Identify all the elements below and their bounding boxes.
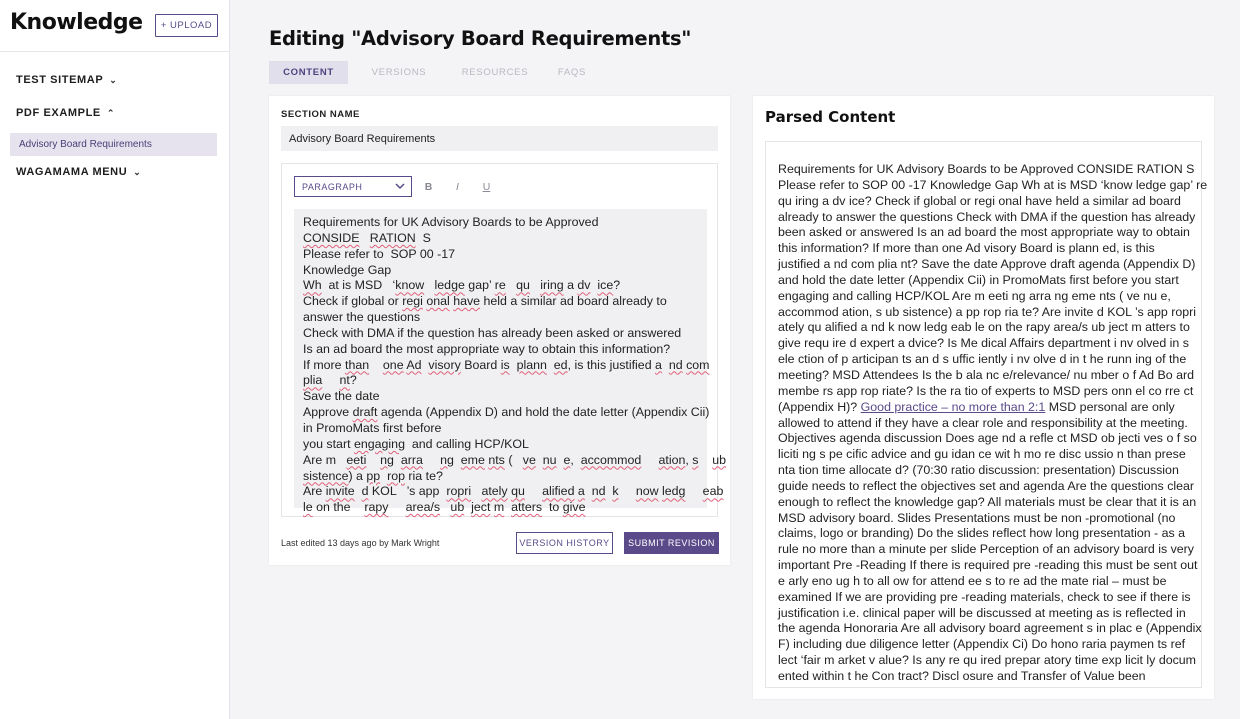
text-segment: , — [685, 452, 693, 467]
misspelled-word: plia — [303, 373, 323, 388]
text-segment: ria te? — [404, 468, 443, 483]
sidebar-item-advisory-board-requirements[interactable]: Advisory Board Requirements — [10, 133, 217, 156]
parsed-line — [778, 463, 1191, 479]
editor-line — [303, 263, 698, 279]
submit-revision-button[interactable]: SUBMIT REVISION — [624, 532, 719, 554]
text-segment — [585, 484, 592, 498]
text-segment: ? — [613, 278, 621, 293]
text-segment: Check with DMA if the question has already been asked or answered — [303, 325, 682, 340]
text-segment — [440, 500, 450, 514]
misspelled-word: Ad — [406, 357, 422, 372]
misspelled-word: ject — [471, 500, 491, 515]
text-segment — [662, 358, 669, 372]
text-segment — [536, 453, 543, 467]
editor-line — [303, 469, 698, 485]
parsed-line — [778, 273, 1191, 289]
editor-line — [303, 278, 698, 294]
text-segment — [641, 453, 658, 467]
text-segment: ( — [504, 452, 523, 467]
misspelled-word: than — [345, 357, 370, 372]
parsed-line — [778, 162, 1195, 178]
misspelled-word: ng — [440, 452, 454, 467]
parsed-line — [778, 241, 1191, 257]
misspelled-word: ub — [450, 500, 465, 515]
parsed-line — [778, 400, 1191, 416]
parsed-line — [778, 653, 1197, 669]
text-segment: answer the questions — [303, 310, 421, 325]
editor-line — [303, 342, 698, 358]
parsed-line — [778, 194, 1191, 210]
misspelled-word: com — [686, 357, 710, 372]
parsed-line — [778, 367, 1195, 384]
text-segment: Please refer to SOP 00 -17 — [303, 246, 455, 261]
text-segment: engaging and calling HCP/KOL Are m eeti ng arra ng eme nts ( ve nu e, — [778, 288, 1171, 303]
editor-toolbar — [294, 176, 501, 197]
sidebar-section-label: TEST SITEMAP — [16, 74, 104, 86]
misspelled-word: one — [382, 357, 404, 372]
text-segment: liciti ng s pe cific advice and gu idan ce wit h mo re disc ussio n than prese — [778, 447, 1186, 462]
misspelled-word: nt — [339, 373, 350, 388]
parsed-line — [778, 416, 1191, 432]
paragraph-style-value: PARAGRAPH — [302, 181, 363, 192]
misspelled-word: qu — [511, 484, 525, 499]
parsed-line — [778, 590, 1191, 606]
text-segment: MSD personal are only — [1045, 399, 1175, 414]
text-segment — [454, 453, 461, 467]
text-segment: this information? If more than one Ad visory Board is plann ed, is this — [778, 241, 1155, 256]
misspelled-word: dv — [577, 278, 591, 293]
text-segment: and calling HCP/KOL — [404, 436, 529, 451]
italic-button[interactable]: I — [456, 180, 459, 193]
misspelled-word: a — [577, 484, 585, 499]
chevron-down-icon — [395, 183, 405, 190]
text-segment: Save the date — [303, 389, 380, 404]
misspelled-word: have — [453, 294, 481, 309]
editor-card — [269, 96, 730, 565]
text-segment — [388, 500, 405, 514]
misspelled-word: now — [635, 484, 659, 499]
sidebar — [0, 0, 230, 719]
misspelled-word: d — [361, 484, 369, 499]
misspelled-word: ledge — [434, 278, 465, 293]
underline-button[interactable]: U — [482, 180, 491, 193]
misspelled-word: rop — [387, 468, 405, 483]
editor-line — [303, 326, 698, 342]
tab-bar — [269, 61, 604, 84]
parsed-line — [778, 209, 1196, 226]
text-segment — [355, 484, 362, 498]
good-practice-link[interactable]: Good practice – no more than 2:1 — [860, 399, 1046, 414]
parsed-line — [778, 494, 1197, 511]
text-segment — [506, 278, 516, 292]
sidebar-section-label: PDF EXAMPLE — [16, 107, 101, 119]
misspelled-word: regi — [402, 294, 423, 309]
bold-button[interactable]: B — [424, 180, 433, 193]
misspelled-word: ation — [658, 452, 686, 467]
text-segment: justified a nd com plia nt? Save the date Approve draft agenda (Appendix D) — [778, 257, 1196, 272]
parsed-line — [778, 320, 1191, 336]
chevron-down-icon: ⌄ — [133, 166, 142, 177]
text-segment: Board — [460, 357, 501, 372]
text-segment: Please refer to SOP 00 -17 Knowledge Gap Wh at is MSD ‘know ledge gap’ re — [778, 177, 1208, 192]
section-name-label: SECTION NAME — [281, 109, 360, 120]
text-segment: S — [415, 230, 431, 245]
editor-line — [303, 452, 727, 469]
text-segment — [530, 278, 540, 292]
misspelled-word: eme — [460, 452, 485, 467]
text-segment: accommod ation, s ub sistence) a pp rop ria te? Are invite d KOL ’s app ropri — [778, 304, 1197, 319]
text-segment: (Appendix H)? — [778, 399, 861, 414]
text-segment: Requirements for UK Advisory Boards to be Approved — [303, 215, 599, 229]
editor-line — [303, 484, 724, 500]
upload-button[interactable]: + UPLOAD — [155, 14, 218, 37]
text-segment: MSD advisory board. Slides Presentations must be non -promotional (no — [778, 510, 1176, 525]
misspelled-word: arra — [400, 452, 423, 467]
text-segment: claims, logo or branding) Do the slides reflect how long presentation - as a — [778, 526, 1186, 541]
misspelled-word: is — [500, 357, 510, 372]
misspelled-word: nts — [488, 452, 505, 467]
text-segment: examined If we are providing pre -reading materials, check to see if there is — [778, 589, 1191, 604]
misspelled-word: invite — [325, 484, 355, 499]
editor-line — [303, 373, 698, 389]
text-segment: in PromoMats first before — [303, 420, 442, 435]
text-segment — [471, 484, 481, 498]
sidebar-section-test-sitemap[interactable] — [16, 74, 117, 86]
misspelled-word: ledg — [662, 484, 686, 499]
text-segment: to — [542, 500, 563, 515]
text-segment: Knowledge Gap — [303, 262, 392, 277]
misspelled-word: ed — [553, 357, 568, 372]
misspelled-word: qu — [516, 278, 530, 293]
misspelled-word: k — [612, 484, 619, 499]
text-segment: already to answer the questions Check with DMA if the question has already — [778, 209, 1196, 224]
misspelled-word: pp — [366, 468, 381, 483]
section-name-input[interactable] — [281, 126, 718, 151]
parsed-line — [778, 526, 1191, 542]
text-segment: membe rs app rop riate? Is the ra tio of experts to MSD pers onn el co rre ct — [778, 383, 1194, 398]
misspelled-word: area/s — [405, 500, 441, 515]
text-segment: Requirements for UK Advisory Boards to be Approved CONSIDE RATION S — [778, 162, 1195, 176]
editor-line — [303, 405, 710, 421]
misspelled-word: atters — [511, 500, 543, 515]
misspelled-word: ropri — [446, 484, 472, 499]
text-segment: give requ ire d expert a dvice? Is Me dical Affairs department i nv olved in s — [778, 336, 1189, 351]
chevron-up-icon: ⌃ — [106, 107, 115, 118]
text-segment: ented within t he Con tract? Discl osure and Transfer of Value been — [778, 669, 1146, 683]
text-segment — [510, 358, 517, 372]
text-segment: KOL ’s app — [368, 484, 447, 499]
text-segment — [685, 484, 702, 498]
editor-line — [303, 357, 710, 374]
misspelled-word: nd — [668, 357, 683, 372]
misspelled-word: alified — [542, 484, 575, 499]
text-segment — [366, 453, 380, 467]
parsed-line — [778, 637, 1191, 653]
rich-text-editor — [281, 163, 727, 517]
text-segment: you start — [303, 436, 354, 451]
text-segment: a — [563, 278, 578, 293]
page-title: Editing "Advisory Board Requirements" — [269, 27, 692, 50]
misspelled-word: visory — [428, 357, 461, 372]
parsed-line — [778, 304, 1197, 321]
text-segment: enough to reflect the knowledge gap? All materials must be clear that it is an — [778, 494, 1197, 509]
parsed-line — [778, 336, 1191, 352]
text-segment: Are — [303, 484, 326, 499]
parsed-line — [778, 289, 1191, 305]
misspelled-word: draft — [352, 405, 378, 420]
parsed-line — [778, 542, 1194, 558]
misspelled-word: accommod — [580, 452, 642, 467]
parsed-line — [778, 431, 1197, 447]
parsed-line — [778, 177, 1208, 194]
text-segment: qu iring a dv ice? Check if global or regi onal have held a similar ad board — [778, 193, 1181, 208]
text-segment — [423, 453, 440, 467]
misspelled-word: engaging — [353, 436, 405, 451]
text-segment — [424, 278, 434, 292]
parsed-line — [778, 511, 1191, 527]
misspelled-word: RATION — [369, 230, 416, 245]
sidebar-section-pdf-example[interactable] — [16, 107, 115, 119]
text-segment — [525, 484, 542, 498]
misspelled-word: ng — [380, 452, 394, 467]
text-segment: Are m — [303, 452, 347, 467]
editor-line — [303, 215, 698, 231]
misspelled-word: nd — [591, 484, 606, 499]
misspelled-word: sistence — [303, 468, 349, 483]
text-segment: rule no more than a minute per slide Perception of an advisory board is very — [778, 542, 1194, 557]
misspelled-word: le — [303, 500, 313, 515]
parsed-line — [778, 558, 1198, 574]
text-segment: Check if global or — [303, 294, 403, 309]
editor-line — [303, 231, 698, 247]
text-segment: justification i.e. clinical paper will be discussed at meeting as is reflected in — [778, 605, 1186, 620]
text-segment: on the — [312, 500, 365, 515]
misspelled-word: Wh — [303, 278, 322, 293]
parsed-line — [778, 352, 1191, 368]
text-segment: important Pre -Reading If there is required pre -reading this must be sent out — [778, 558, 1198, 573]
misspelled-word: re — [494, 278, 506, 293]
text-segment: the agenda Honoraria Are all advisory board agreement s in plac e (Appendix — [778, 621, 1202, 636]
parsed-content-box — [765, 141, 1208, 688]
text-segment: F) including due diligence letter (Appendix Ci) Do hono raria paymen ts ref — [778, 637, 1186, 652]
text-segment — [394, 453, 401, 467]
parsed-line — [778, 257, 1196, 273]
sidebar-section-wagamama-menu[interactable] — [16, 166, 141, 178]
misspelled-word: ice — [597, 278, 614, 293]
misspelled-word: e — [563, 452, 571, 467]
text-segment — [698, 453, 712, 467]
text-segment: and hold the date letter (Appendix Cii) in PromoMats first before you start — [778, 272, 1179, 287]
parsed-content-title: Parsed Content — [765, 108, 896, 126]
editor-text-area[interactable] — [294, 209, 727, 515]
editor-line — [303, 294, 698, 310]
misspelled-word: nu — [542, 452, 557, 467]
misspelled-word: give — [562, 500, 586, 515]
parsed-line — [778, 225, 1191, 241]
misspelled-word: rapy — [364, 500, 389, 515]
editor-line — [303, 500, 698, 516]
text-segment — [369, 358, 383, 372]
text-segment: allowed to attend if they have a clear role and responsibility at the meeting. — [778, 415, 1188, 430]
text-segment: lect ‘fair m arket v alue? Is any re qu ired prepar atory time exp licit ly docum — [778, 653, 1197, 668]
parsed-line — [778, 447, 1191, 463]
misspelled-word: m — [493, 500, 505, 515]
parsed-line — [778, 383, 1194, 400]
sidebar-section-label: WAGAMAMA MENU — [16, 166, 128, 178]
chevron-down-icon: ⌄ — [109, 74, 118, 85]
misspelled-word: ub — [712, 452, 727, 467]
misspelled-word: s — [692, 452, 699, 467]
misspelled-word: a — [655, 357, 662, 372]
last-edited-text: Last edited 13 days ago by Mark Wright — [281, 538, 440, 548]
text-segment: , — [570, 452, 581, 467]
parsed-line — [778, 478, 1195, 495]
text-segment: agenda (Appendix D) and hold the date letter (Appendix Cii) — [377, 405, 710, 420]
misspelled-word: eeti — [346, 452, 367, 467]
app-title: Knowledge — [10, 10, 143, 35]
parsed-line — [778, 621, 1202, 637]
misspelled-word: know — [395, 278, 425, 293]
text-segment: meeting? MSD Attendees Is the b ala nc e/relevance/ nu mber o f Ad Bo ard — [778, 367, 1195, 382]
parsed-line — [778, 606, 1191, 622]
text-segment: ? — [349, 373, 357, 388]
text-segment — [359, 231, 369, 245]
text-segment: If more — [303, 357, 345, 372]
parsed-line — [778, 669, 1191, 685]
text-segment: ) a — [348, 468, 367, 483]
editor-line — [303, 437, 698, 453]
version-history-button[interactable]: VERSION HISTORY — [516, 532, 613, 554]
text-segment: at is MSD ‘ — [321, 278, 396, 293]
editor-line — [303, 421, 698, 437]
tab-resources[interactable]: RESOURCES — [461, 67, 529, 78]
sidebar-header — [0, 0, 229, 52]
tab-versions[interactable]: VERSIONS — [371, 67, 427, 78]
misspelled-word: ately — [481, 484, 508, 499]
text-segment: Is an ad board the most appropriate way to obtain this information? — [303, 341, 671, 356]
text-segment: gap’ — [464, 278, 495, 293]
text-segment: e arly eno ug h to all ow for attend ee s to re ad the mate rial – must be — [778, 573, 1167, 588]
text-segment — [547, 358, 554, 372]
text-segment — [619, 484, 636, 498]
text-segment: guide needs to reflect the objectives set and agenda Are the questions clear — [778, 478, 1195, 493]
text-segment: ately qu alified a nd k now ledg eab le on the rapy area/s ub ject m atters to — [778, 320, 1190, 335]
text-segment — [322, 373, 339, 387]
editor-line — [303, 310, 698, 326]
parsed-line — [778, 574, 1191, 590]
misspelled-word: CONSIDE — [303, 230, 360, 245]
text-segment: Objectives agenda discussion Does age nd a refle ct MSD ob jecti ves o f so — [778, 431, 1197, 446]
tab-faqs[interactable]: FAQS — [557, 67, 587, 78]
misspelled-word: eab — [702, 484, 724, 499]
text-segment: held a similar ad board already to — [480, 294, 667, 309]
misspelled-word: onal — [426, 294, 450, 309]
text-segment: , is this justified — [567, 357, 656, 372]
tab-content[interactable]: CONTENT — [269, 61, 348, 84]
parsed-content-card — [753, 96, 1214, 699]
misspelled-word: plann — [516, 357, 547, 372]
editor-line — [303, 389, 698, 405]
editor-line — [303, 247, 698, 263]
paragraph-style-select[interactable] — [294, 176, 412, 197]
text-segment: nta tion time allocate d? (70:30 ratio discussion: presentation) Discussion — [778, 463, 1179, 478]
text-segment: ele ction of p articipan ts an d s uffic iently i nv olve d in t he runn ing of the — [778, 352, 1187, 367]
misspelled-word: ve — [522, 452, 536, 467]
text-segment: Approve — [303, 405, 353, 420]
misspelled-word: iring — [540, 278, 564, 293]
text-segment: been asked or answered Is an ad board the most appropriate way to obtain — [778, 225, 1190, 240]
